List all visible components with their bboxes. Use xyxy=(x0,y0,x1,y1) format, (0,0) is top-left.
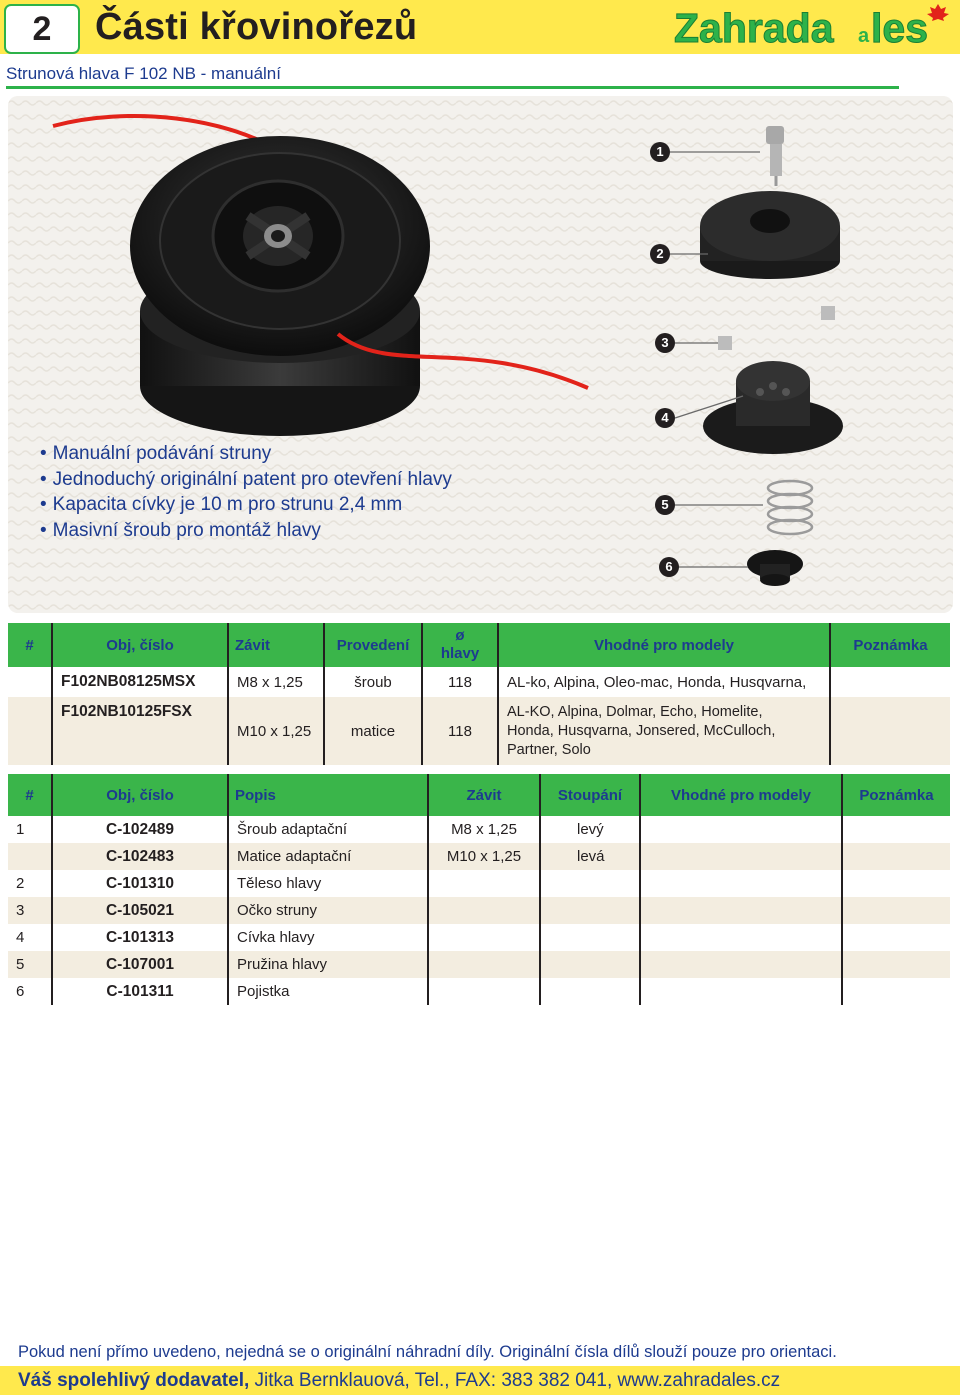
page-title: Části křovinořezů xyxy=(95,6,418,48)
diameter-symbol: ø xyxy=(455,627,465,644)
feature-item: • Kapacita cívky je 10 m pro strunu 2,4 mm xyxy=(40,492,452,518)
subtitle-divider xyxy=(6,86,899,89)
col-header-note: Poznámka xyxy=(830,623,950,667)
part-marker-3: 3 xyxy=(655,333,675,353)
cell-note xyxy=(842,897,950,924)
diameter-label: hlavy xyxy=(440,645,480,662)
cell-pitch xyxy=(540,897,640,924)
cell-num: 4 xyxy=(16,929,25,946)
table-row xyxy=(8,667,950,697)
col-header-code: Obj, číslo xyxy=(52,623,228,667)
col-header-diameter xyxy=(422,623,498,667)
table-row xyxy=(8,697,950,765)
part-marker-4: 4 xyxy=(655,408,675,428)
page-subtitle: Strunová hlava F 102 NB - manuální xyxy=(6,64,281,83)
footer-supplier xyxy=(18,1370,780,1392)
table-row xyxy=(8,816,950,843)
table-row xyxy=(8,924,950,951)
part-marker-2: 2 xyxy=(650,244,670,264)
col-header-pitch: Stoupání xyxy=(540,774,640,816)
cell-models xyxy=(640,924,842,951)
cell-code: C-101313 xyxy=(52,924,228,951)
feature-item: • Jednoduchý originální patent pro otevření hlavy xyxy=(40,467,452,493)
logo-text-left: Zahrada xyxy=(674,5,834,51)
cell-pitch xyxy=(540,978,640,1005)
cell-desc: Pružina hlavy xyxy=(228,951,428,978)
cell-desc: Pojistka xyxy=(228,978,428,1005)
page-number: 2 xyxy=(4,4,80,54)
cell-thread xyxy=(428,870,540,897)
cell-pitch xyxy=(540,870,640,897)
part-marker-1: 1 xyxy=(650,142,670,162)
col-header-models: Vhodné pro modely xyxy=(640,774,842,816)
cell-desc: Cívka hlavy xyxy=(228,924,428,951)
table-row xyxy=(8,897,950,924)
part-marker-5: 5 xyxy=(655,495,675,515)
cell-note xyxy=(842,951,950,978)
cell-note xyxy=(842,816,950,843)
cell-code: F102NB10125FSX xyxy=(52,697,228,765)
col-header-num: # xyxy=(8,774,52,816)
col-header-desc: Popis xyxy=(228,774,428,816)
logo-text-right: les xyxy=(871,5,928,51)
table-row xyxy=(8,843,950,870)
cell-thread xyxy=(428,951,540,978)
footer-supplier-bold: Váš spolehlivý dodavatel, xyxy=(18,1370,250,1391)
table-header-row xyxy=(8,774,950,816)
cell-code: C-102489 xyxy=(52,816,228,843)
cell-code: C-101310 xyxy=(52,870,228,897)
feature-item: • Masivní šroub pro montáž hlavy xyxy=(40,518,452,544)
part-marker-6: 6 xyxy=(659,557,679,577)
cell-num: 2 xyxy=(16,875,25,892)
table-row xyxy=(8,870,950,897)
cell-models xyxy=(640,843,842,870)
cell-pitch xyxy=(540,924,640,951)
cell-pitch: levá xyxy=(540,843,640,870)
cell-num: 1 xyxy=(16,821,25,838)
zahradales-logo xyxy=(672,2,952,52)
part-2-housing xyxy=(700,191,840,279)
cell-models xyxy=(640,870,842,897)
cell-pitch: levý xyxy=(540,816,640,843)
models-line: Partner, Solo xyxy=(507,741,591,758)
cell-num xyxy=(8,697,52,765)
cell-desc: Očko struny xyxy=(228,897,428,924)
cell-models xyxy=(640,951,842,978)
col-header-num: # xyxy=(8,623,52,667)
cell-thread: M10 x 1,25 xyxy=(228,697,324,765)
footer-supplier-contact: Jitka Bernklauová, Tel., FAX: 383 382 041, www.zahradales.cz xyxy=(249,1370,781,1391)
cell-desc: Matice adaptační xyxy=(228,843,428,870)
cell-code: F102NB08125MSX xyxy=(52,667,228,697)
cell-pitch xyxy=(540,951,640,978)
cell-thread: M8 x 1,25 xyxy=(228,667,324,697)
cell-code: C-105021 xyxy=(52,897,228,924)
cell-type: matice xyxy=(324,697,422,765)
cell-models xyxy=(640,978,842,1005)
cell-note xyxy=(842,870,950,897)
cell-note xyxy=(842,843,950,870)
table-header-row xyxy=(8,623,950,667)
cell-desc: Šroub adaptační xyxy=(228,816,428,843)
maple-leaf-icon xyxy=(927,4,949,21)
models-line: Honda, Husqvarna, Jonsered, McCulloch, xyxy=(507,722,776,739)
table-row xyxy=(8,978,950,1005)
head-models-table xyxy=(8,623,950,765)
cell-note xyxy=(830,697,950,765)
cell-num xyxy=(8,667,52,697)
cell-desc: Těleso hlavy xyxy=(228,870,428,897)
cell-note xyxy=(842,924,950,951)
cell-num: 5 xyxy=(8,951,52,978)
cell-diameter: 118 xyxy=(422,667,498,697)
cell-num: 6 xyxy=(16,983,25,1000)
cell-note xyxy=(842,978,950,1005)
cell-diameter: 118 xyxy=(422,697,498,765)
cell-models xyxy=(498,697,830,765)
feature-item: • Manuální podávání struny xyxy=(40,441,452,467)
models-line: AL-KO, Alpina, Dolmar, Echo, Homelite, xyxy=(507,703,763,720)
logo-text-small: a xyxy=(858,25,870,47)
col-header-thread: Závit xyxy=(228,623,324,667)
cell-models xyxy=(640,897,842,924)
cell-code: C-107001 xyxy=(52,951,228,978)
cell-type: šroub xyxy=(324,667,422,697)
cell-models: AL-ko, Alpina, Oleo-mac, Honda, Husqvarna, xyxy=(498,667,830,697)
cell-code: C-101311 xyxy=(52,978,228,1005)
cell-code: C-102483 xyxy=(52,843,228,870)
cell-thread: M8 x 1,25 xyxy=(428,816,540,843)
col-header-type: Provedení xyxy=(324,623,422,667)
page-header xyxy=(0,0,960,83)
col-header-note: Poznámka xyxy=(842,774,950,816)
col-header-models: Vhodné pro modely xyxy=(498,623,830,667)
feature-list xyxy=(40,441,452,543)
spare-parts-table xyxy=(8,774,950,1005)
cell-note xyxy=(830,667,950,697)
cell-thread xyxy=(428,924,540,951)
cell-num: 3 xyxy=(8,897,52,924)
cell-thread: M10 x 1,25 xyxy=(428,843,540,870)
col-header-code: Obj, číslo xyxy=(52,774,228,816)
cell-thread xyxy=(428,978,540,1005)
disclaimer-note: Pokud není přímo uvedeno, nejedná se o originální náhradní díly. Originální čísla dílů slouží pouze pro orientaci. xyxy=(18,1343,837,1361)
cell-models xyxy=(640,816,842,843)
cell-thread xyxy=(428,897,540,924)
col-header-thread: Závit xyxy=(428,774,540,816)
cell-num xyxy=(8,843,52,870)
table-row xyxy=(8,951,950,978)
